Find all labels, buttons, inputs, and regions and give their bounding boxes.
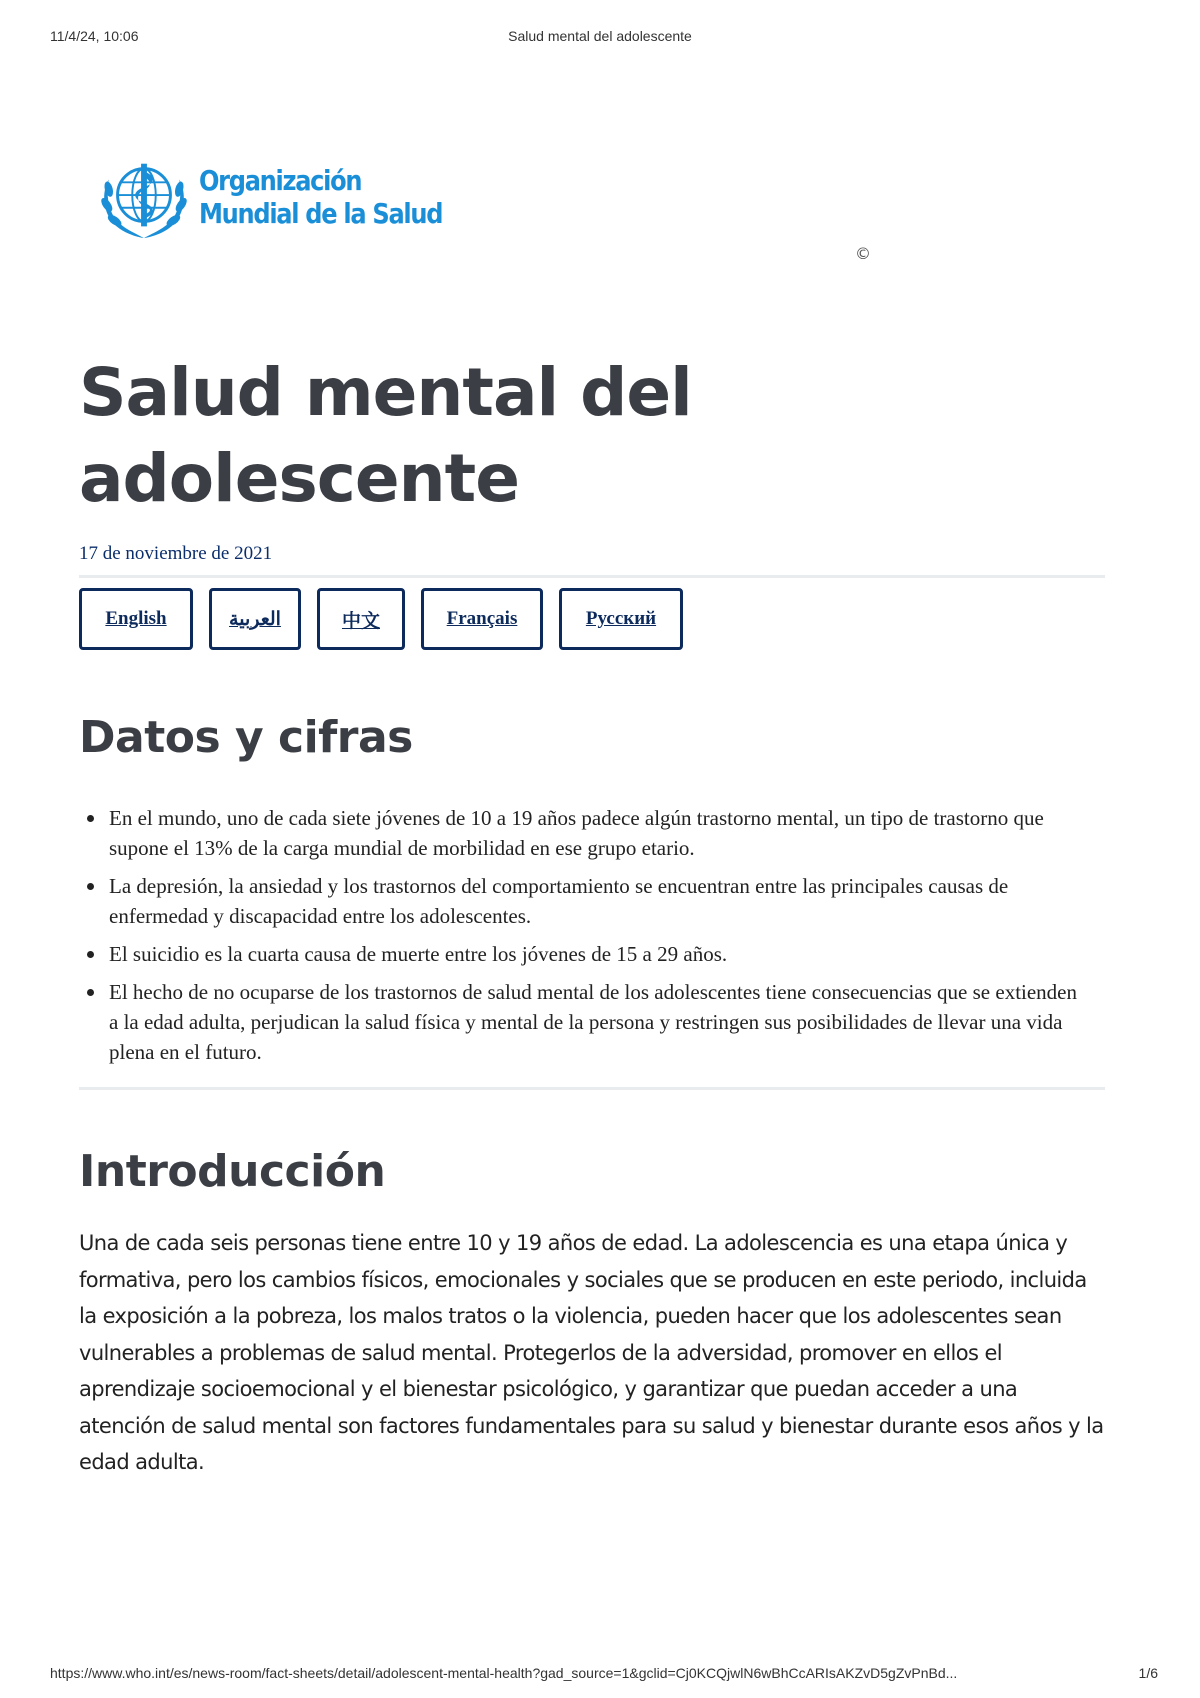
divider xyxy=(79,575,1105,578)
intro-paragraph: Una de cada seis personas tiene entre 10 y 19 años de edad. La adolescencia es una etapa única y formativa, pero los cambios físicos, emocionales y sociales que se producen en este periodo, incluida la exposición a la pobreza, los malos tratos o la violencia, pueden hacer que los adolescentes sean vulnerables a problemas de salud mental. Protegerlos de la adversidad, promover en ellos el aprendizaje socioemocional y el bienestar psicológico, y garantizar que puedan acceder a una atención de salud mental son factores fundamentales para su salud y bienestar durante esos años y la edad adulta. xyxy=(79,1231,1104,1474)
facts-list xyxy=(79,803,1079,1067)
logo-line-1: Organización xyxy=(199,164,362,197)
language-link-russian[interactable]: Русский xyxy=(559,588,683,650)
who-logo-text xyxy=(199,164,442,230)
print-title: Salud mental del adolescente xyxy=(508,28,692,44)
page-number: 1/6 xyxy=(1138,1665,1158,1681)
list-item: La depresión, la ansiedad y los trastornos del comportamiento se encuentran entre las principales causas de enfermedad y discapacidad entre los adolescentes. xyxy=(79,871,1079,931)
intro-heading: Introducción xyxy=(79,1146,386,1197)
divider xyxy=(79,1087,1105,1090)
print-header xyxy=(0,28,1200,48)
page-title: Salud mental del adolescente xyxy=(79,354,692,517)
language-link-english[interactable]: English xyxy=(79,588,193,650)
page-url: https://www.who.int/es/news-room/fact-sheets/detail/adolescent-mental-health?gad_source=1&gclid=Cj0KCQjwlN6wBhCcARIsAKZvD5gZvPnBd... xyxy=(50,1665,958,1681)
print-footer xyxy=(0,1665,1200,1685)
who-emblem-icon xyxy=(95,150,193,244)
list-item: El suicidio es la cuarta causa de muerte entre los jóvenes de 15 a 29 años. xyxy=(79,939,1079,969)
language-selector xyxy=(79,588,1105,650)
list-item: El hecho de no ocuparse de los trastornos de salud mental de los adolescentes tiene consecuencias que se extienden a la edad adulta, perjudican la salud física y mental de la persona y restringen sus posibilidades de llevar una vida plena en el futuro. xyxy=(79,977,1079,1067)
language-link-french[interactable]: Français xyxy=(421,588,543,650)
logo-line-2: Mundial de la Salud xyxy=(199,197,443,230)
print-datetime: 11/4/24, 10:06 xyxy=(50,28,139,44)
who-logo[interactable] xyxy=(95,150,482,244)
copyright-mark: © xyxy=(855,244,871,263)
article-content xyxy=(79,350,1105,1502)
language-link-arabic[interactable]: العربية xyxy=(209,588,301,650)
language-link-chinese[interactable]: 中文 xyxy=(317,588,405,650)
list-item: En el mundo, uno de cada siete jóvenes de 10 a 19 años padece algún trastorno mental, un tipo de trastorno que supone el 13% de la carga mundial de morbilidad en ese grupo etario. xyxy=(79,803,1079,863)
publication-date: 17 de noviembre de 2021 xyxy=(79,543,273,564)
facts-heading: Datos y cifras xyxy=(79,712,413,763)
